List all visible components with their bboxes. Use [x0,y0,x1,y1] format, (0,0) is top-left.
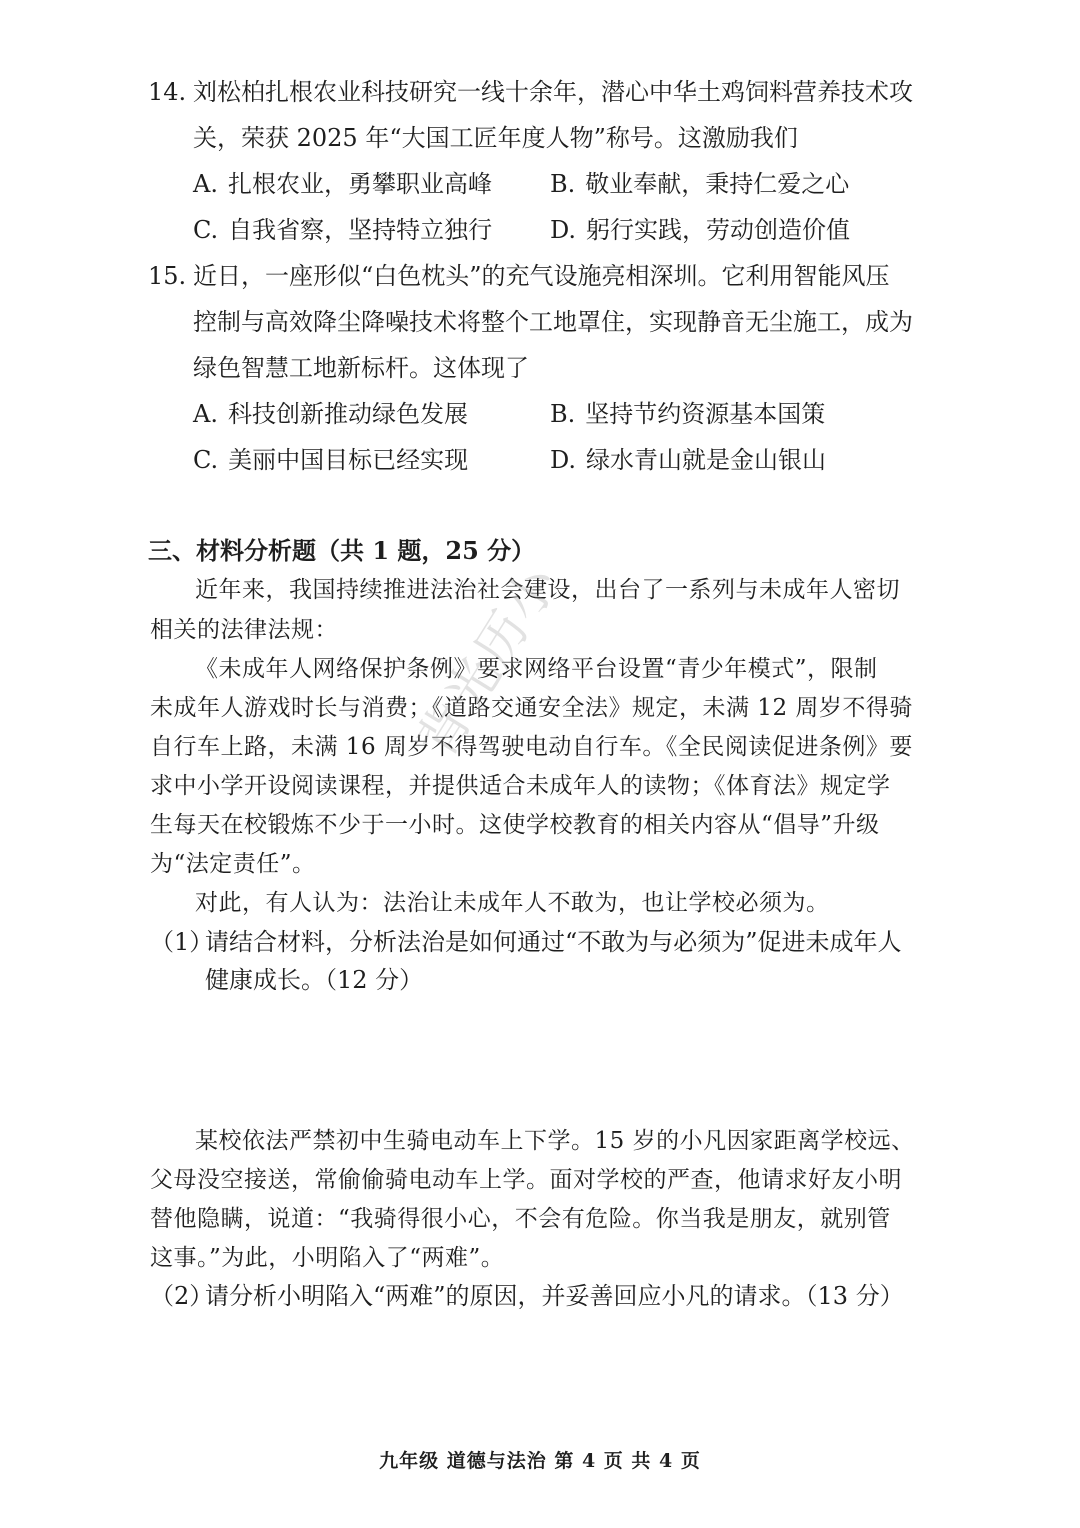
question-stem-line: 近日，一座形似“白色枕头”的充气设施亮相深圳。它利用智能风压 [193,262,890,290]
material-line: 这事。”为此，小明陷入了“两难”。 [150,1245,505,1271]
question-stem-line: 控制与高效降尘降噪技术将整个工地罩住，实现静音无尘施工，成为 [193,308,913,336]
option-text: 坚持节约资源基本国策 [585,400,826,428]
material-line: 《未成年人网络保护条例》要求网络平台设置“青少年模式”，限制 [195,656,878,682]
option-d [550,444,826,476]
subquestion-text: 健康成长。（12 分） [205,966,424,994]
option-text: 美丽中国目标已经实现 [228,446,469,474]
option-letter: A. [193,170,218,198]
question-stem-line: 绿色智慧工地新标杆。这体现了 [193,354,529,382]
option-text: 绿水青山就是金山银山 [586,446,827,474]
option-text: 扎根农业，勇攀职业高峰 [227,170,492,198]
material-line: 为“法定责任”。 [150,851,316,877]
option-letter: D. [550,446,577,474]
option-text: 躬行实践，劳动创造价值 [586,216,851,244]
option-letter: B. [550,170,576,198]
material-line: 相关的法律法规： [150,617,338,643]
option-letter: C. [193,446,219,474]
question-stem-line: 刘松柏扎根农业科技研究一线十余年，潜心中华土鸡饲料营养技术攻 [193,78,913,106]
option-d [550,214,850,246]
material-line: 自行车上路，未满 16 周岁不得驾驶电动自行车。《全民阅读促进条例》要 [150,734,913,760]
subquestion-text: 请结合材料，分析法治是如何通过“不敢为与必须为”促进未成年人 [205,928,902,956]
material-line: 近年来，我国持续推进法治社会建设，出台了一系列与未成年人密切 [195,577,900,603]
material-line: 未成年人游戏时长与消费；《道路交通安全法》规定，未满 12 周岁不得骑 [150,695,913,721]
option-b [550,398,825,430]
option-letter: C. [193,216,219,244]
question-number: 14. [148,78,187,106]
option-text: 敬业奉献，秉持仁爱之心 [585,170,850,198]
material-line: 某校依法严禁初中生骑电动车上下学。15 岁的小凡因家距离学校远、 [195,1128,915,1154]
option-text: 自我省察，坚持特立独行 [228,216,493,244]
option-a [193,398,468,430]
option-c [193,444,468,476]
option-letter: D. [550,216,577,244]
subquestion-label: （1） [150,928,214,956]
material-line: 生每天在校锻炼不少于一小时。这使学校教育的相关内容从“倡导”升级 [150,812,880,838]
subquestion-text: 请分析小明陷入“两难”的原因，并妥善回应小凡的请求。（13 分） [205,1282,904,1310]
question-number: 15. [148,262,187,290]
option-letter: A. [193,400,218,428]
material-line: 对此，有人认为：法治让未成年人不敢为，也让学校必须为。 [195,890,830,916]
section-title: 三、材料分析题（共 1 题，25 分） [148,536,536,565]
page-footer: 九年级 道德与法治 第 4 页 共 4 页 [379,1450,701,1472]
option-a [193,168,492,200]
question-stem-line: 关，荣获 2025 年“大国工匠年度人物”称号。这激励我们 [193,124,798,152]
option-c [193,214,492,246]
subquestion-label: （2） [150,1282,214,1310]
option-text: 科技创新推动绿色发展 [227,400,468,428]
option-b [550,168,849,200]
watermark: 背光历小 [406,553,572,769]
material-line: 替他隐瞒，说道：“我骑得很小心，不会有危险。你当我是朋友，就别管 [150,1206,891,1232]
material-line: 求中小学开设阅读课程，并提供适合未成年人的读物；《体育法》规定学 [150,773,891,799]
material-line: 父母没空接送，常偷偷骑电动车上学。面对学校的严查，他请求好友小明 [150,1167,902,1193]
option-letter: B. [550,400,576,428]
